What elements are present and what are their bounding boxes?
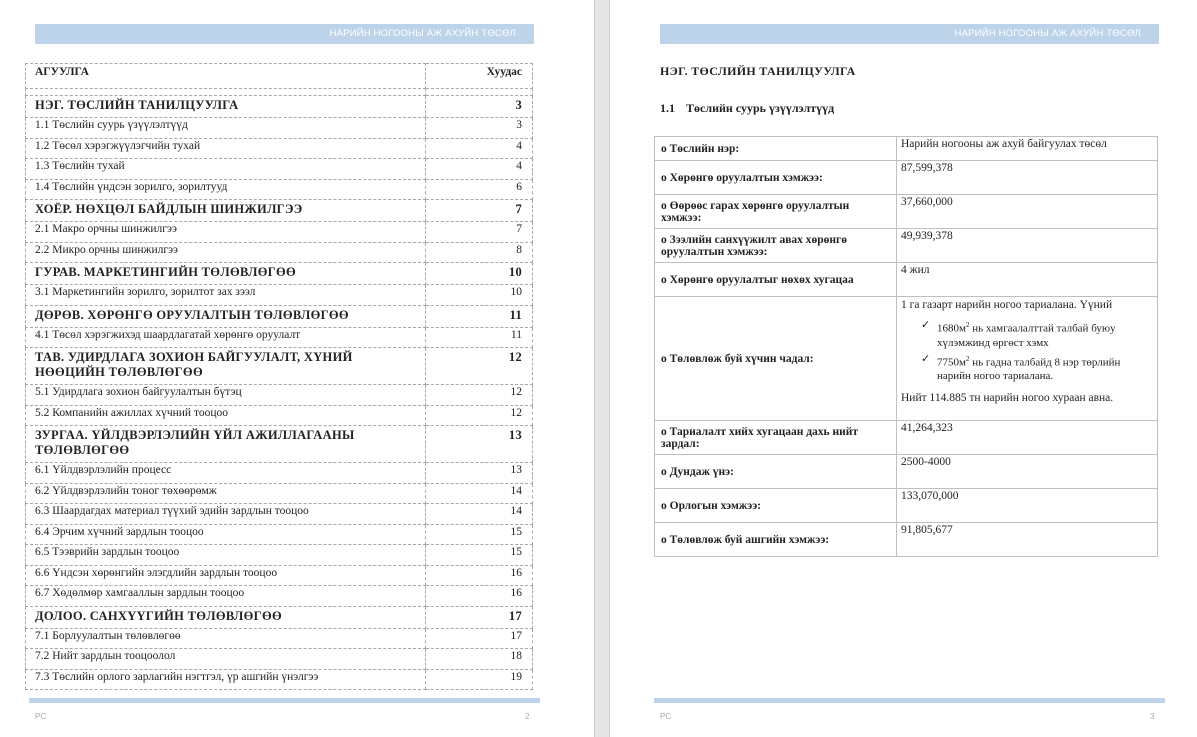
toc-page: 17 [426, 628, 533, 649]
row-value: 87,599,378 [897, 161, 1158, 195]
list-item: ✓ $7750м^2$ нь гадна талбайд 8 нэр төрлийн нарийн ногоо тариалана. [921, 351, 1121, 383]
checkmark-icon: ✓ [921, 318, 931, 331]
toc-page: 15 [426, 524, 533, 545]
toc-page: 19 [426, 669, 533, 690]
toc-page: 12 [426, 385, 533, 406]
row-value: 37,660,000 [897, 195, 1158, 229]
toc-entry[interactable]: 6.3 Шаардагдах материал түүхий эдийн зардлын тооцоо [26, 504, 426, 525]
row-value: 4 жил [897, 263, 1158, 297]
toc-page: 16 [426, 586, 533, 607]
toc-page: 15 [426, 545, 533, 566]
toc-page: 17 [426, 606, 533, 628]
toc-page: 7 [426, 200, 533, 222]
page-header: НАРИЙН НОГООНЫ АЖ АХУЙН ТӨСӨЛ [660, 24, 1159, 44]
toc-page: 8 [426, 242, 533, 263]
capacity-intro: 1 га газарт нарийн ногоо тариалана. Үүний [901, 299, 1113, 311]
footer-label: PC [35, 712, 47, 721]
toc-entry[interactable]: 7.1 Борлуулалтын төлөвлөгөө [26, 628, 426, 649]
toc-entry[interactable]: 2.2 Микро орчны шинжилгээ [26, 242, 426, 263]
row-label: o Хөрөнгө оруулалтын хэмжээ: [655, 161, 897, 195]
project-summary-table [654, 136, 1158, 557]
row-label: o Зээлийн санхүүжилт авах хөрөнгө оруулалтын хэмжээ: [655, 229, 897, 263]
toc-page: 11 [426, 327, 533, 348]
toc-page-column: Хуудас [426, 64, 533, 89]
toc-page: 16 [426, 565, 533, 586]
row-label: o Тариалалт хийх хугацаан дахь нийт зардал: [655, 421, 897, 455]
row-label: o Орлогын хэмжээ: [655, 489, 897, 523]
row-label: o Төлөвлөж буй хүчин чадал: [655, 297, 897, 421]
capacity-total: Нийт 114.885 тн нарийн ногоо хураан авна. [901, 392, 1114, 405]
toc-entry[interactable]: 6.7 Хөдөлмөр хамгааллын зардлын тооцоо [26, 586, 426, 607]
toc-entry[interactable]: 6.2 Үйлдвэрлэлийн тоног төхөөрөмж [26, 483, 426, 504]
subsection-title [660, 101, 834, 116]
row-value: 91,805,677 [897, 523, 1158, 557]
row-label: o Өөрөөс гарах хөрөнгө оруулалтын хэмжээ: [655, 195, 897, 229]
toc-entry[interactable]: 3.1 Маркетингийн зорилго, зорилтот зах зээл [26, 285, 426, 306]
row-label: o Хөрөнгө оруулалтыг нөхөх хугацаа [655, 263, 897, 297]
toc-page: 7 [426, 222, 533, 243]
toc-entry[interactable]: 2.1 Макро орчны шинжилгээ [26, 222, 426, 243]
toc-entry[interactable]: ЗУРГАА. ҮЙЛДВЭРЛЭЛИЙН ҮЙЛ АЖИЛЛАГААНЫ ТӨЛӨВЛӨГӨӨ [26, 426, 426, 463]
capacity-list [901, 318, 1151, 383]
toc-page: 11 [426, 305, 533, 327]
table-of-contents [25, 63, 533, 690]
toc-entry[interactable]: ГУРАВ. МАРКЕТИНГИЙН ТӨЛӨВЛӨГӨӨ [26, 263, 426, 285]
toc-entry[interactable]: 6.5 Тээврийн зардлын тооцоо [26, 545, 426, 566]
page-number: 3 [1150, 712, 1155, 721]
toc-page: 14 [426, 483, 533, 504]
row-value: Нарийн ногооны аж ахуй байгуулах төсөл [897, 137, 1158, 161]
page-3 [610, 0, 1197, 737]
toc-entry[interactable]: НЭГ. ТӨСЛИЙН ТАНИЛЦУУЛГА [26, 96, 426, 118]
toc-entry[interactable]: 1.3 Төслийн тухай [26, 159, 426, 180]
subsection-text: Төслийн суурь үзүүлэлтүүд [686, 101, 835, 115]
toc-entry[interactable]: 1.4 Төслийн үндсэн зорилго, зорилтууд [26, 179, 426, 200]
toc-page: 4 [426, 138, 533, 159]
toc-page: 6 [426, 179, 533, 200]
toc-page: 4 [426, 159, 533, 180]
row-label: o Төслийн нэр: [655, 137, 897, 161]
toc-entry[interactable]: 1.1 Төслийн суурь үзүүлэлтүүд [26, 118, 426, 139]
page-footer-band [29, 698, 540, 703]
list-item: ✓ $1680м^2$ нь хамгаалалттай талбай буюу хүлэмжинд өргөст хэмх [921, 318, 1116, 349]
toc-entry[interactable]: 5.1 Удирдлага зохион байгуулалтын бүтэц [26, 385, 426, 406]
toc-entry[interactable]: 6.4 Эрчим хүчний зардлын тооцоо [26, 524, 426, 545]
row-label: o Төлөвлөж буй ашгийн хэмжээ: [655, 523, 897, 557]
row-value: 2500-4000 [897, 455, 1158, 489]
page-2 [0, 0, 594, 737]
toc-entry[interactable]: 6.6 Үндсэн хөрөнгийн элэгдлийн зардлын тооцоо [26, 565, 426, 586]
toc-entry[interactable]: ДӨРӨВ. ХӨРӨНГӨ ОРУУЛАЛТЫН ТӨЛӨВЛӨГӨӨ [26, 305, 426, 327]
toc-page: 10 [426, 263, 533, 285]
row-value: 49,939,378 [897, 229, 1158, 263]
toc-page: 18 [426, 649, 533, 670]
toc-entry[interactable]: 4.1 Төсөл хэрэгжихэд шаардлагатай хөрөнгө оруулалт [26, 327, 426, 348]
toc-entry[interactable]: 1.2 Төсөл хэрэгжүүлэгчийн тухай [26, 138, 426, 159]
toc-entry[interactable]: 6.1 Үйлдвэрлэлийн процесс [26, 463, 426, 484]
row-label: o Дундаж үнэ: [655, 455, 897, 489]
row-value: 133,070,000 [897, 489, 1158, 523]
page-footer-band [654, 698, 1165, 703]
toc-entry[interactable]: ТАВ. УДИРДЛАГА ЗОХИОН БАЙГУУЛАЛТ, ХҮНИЙ НӨӨЦИЙН ТӨЛӨВЛӨГӨӨ [26, 348, 426, 385]
toc-page: 12 [426, 405, 533, 426]
toc-page: 12 [426, 348, 533, 385]
toc-page: 13 [426, 463, 533, 484]
subsection-number: 1.1 [660, 101, 675, 115]
toc-title: АГУУЛГА [26, 64, 426, 89]
toc-entry[interactable]: 7.2 Нийт зардлын тооцоолол [26, 649, 426, 670]
toc-page: 3 [426, 118, 533, 139]
toc-entry[interactable]: 5.2 Компанийн ажиллах хүчний тооцоо [26, 405, 426, 426]
page-number: 2 [525, 712, 530, 721]
footer-label: PC [660, 712, 672, 721]
toc-entry[interactable]: ХОЁР. НӨХЦӨЛ БАЙДЛЫН ШИНЖИЛГЭЭ [26, 200, 426, 222]
checkmark-icon: ✓ [921, 351, 931, 365]
toc-page: 3 [426, 96, 533, 118]
row-value: 41,264,323 [897, 421, 1158, 455]
toc-entry[interactable]: 7.3 Төслийн орлого зарлагийн нэгтгэл, үр ашгийн үнэлгээ [26, 669, 426, 690]
toc-page: 14 [426, 504, 533, 525]
section-title: НЭГ. ТӨСЛИЙН ТАНИЛЦУУЛГА [660, 64, 856, 78]
page-gutter [594, 0, 610, 737]
page-header: НАРИЙН НОГООНЫ АЖ АХУЙН ТӨСӨЛ [35, 24, 534, 44]
toc-entry[interactable]: ДОЛОО. САНХҮҮГИЙН ТӨЛӨВЛӨГӨӨ [26, 606, 426, 628]
capacity-cell [897, 297, 1158, 421]
toc-page: 13 [426, 426, 533, 463]
toc-page: 10 [426, 285, 533, 306]
